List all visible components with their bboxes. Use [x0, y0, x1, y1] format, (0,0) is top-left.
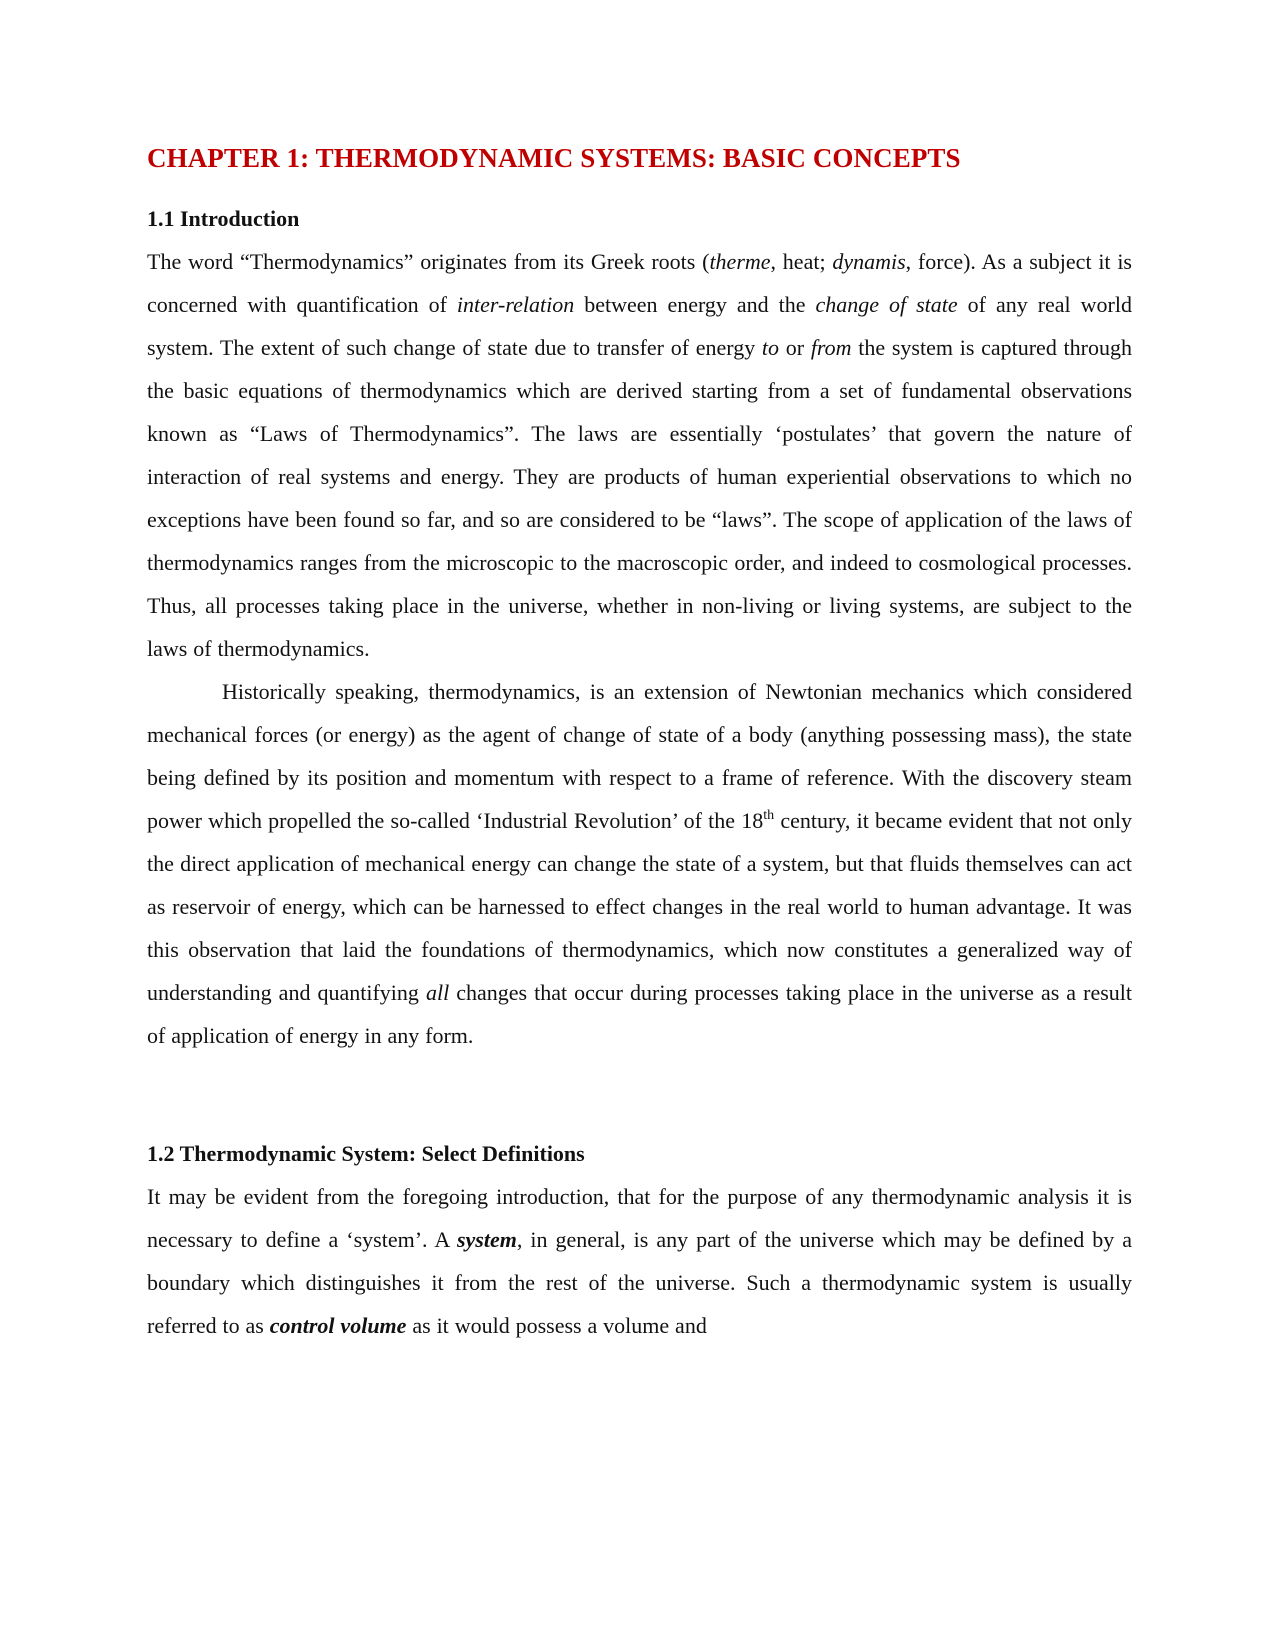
intro-paragraph-1 [147, 240, 1132, 670]
bold-italic-term-system: system [456, 1227, 517, 1252]
page-content [147, 140, 1132, 1347]
text-run: Historically speaking, thermodynamics, is an extension of Newtonian mechanics which considered mechanical forces (or energy) as the agent of change of state of a body (anything possessing mass), the state being defined by its position and momentum with respect to a frame of reference. With the discovery steam power which propelled the so-called ‘Industrial Revolution’ of the 18 [147, 679, 1132, 833]
section-heading-definitions: 1.2 Thermodynamic System: Select Definitions [147, 1141, 585, 1166]
text-run: the system is captured through the basic equations of thermodynamics which are derived starting from a set of fundamental observations known as “Laws of Thermodynamics”. The laws are essentially ‘postulates’ that govern the nature of interaction of real systems and energy. They are products of human experiential observations to which no exceptions have been found so far, and so are considered to be “laws”. The scope of application of the laws of thermodynamics ranges from the microscopic to the macroscopic order, and indeed to cosmological processes. Thus, all processes taking place in the universe, whether in non-living or living systems, are subject to the laws of thermodynamics. [147, 335, 1132, 661]
section-heading-introduction: 1.1 Introduction [147, 206, 300, 231]
chapter-title: CHAPTER 1: THERMODYNAMIC SYSTEMS: BASIC CONCEPTS [147, 143, 961, 173]
text-run: , in general, is any part of the universe which may be defined by a boundary which distinguishes it from the rest of the universe. Such a thermodynamic system is usually referred to as [147, 1227, 1132, 1338]
text-run: changes that occur during processes taking place in the universe as a result of application of energy in any form. [147, 980, 1132, 1048]
text-run: century, it became evident that not only the direct application of mechanical energy can change the state of a system, but that fluids themselves can act as reservoir of energy, which can be harnessed to effect changes in the real world to human advantage. It was this observation that laid the foundations of thermodynamics, which now constitutes a generalized way of understanding and quantifying [147, 808, 1132, 1005]
italic-term-therme: therme [709, 249, 771, 274]
text-run: or [779, 335, 811, 360]
text-run: The word “Thermodynamics” originates from its Greek roots ( [147, 249, 710, 274]
italic-term-from: from [810, 335, 852, 360]
bold-italic-term-control-volume: control volume [269, 1313, 407, 1338]
italic-term-inter-relation: inter-relation [456, 292, 575, 317]
italic-term-dynamis: dynamis [832, 249, 906, 274]
definitions-paragraph-1 [147, 1175, 1132, 1347]
text-run: , heat; [770, 249, 833, 274]
text-run: of any real world system. The extent of such change of state due to transfer of energy [147, 292, 1132, 360]
text-run: It may be evident from the foregoing introduction, that for the purpose of any thermodynamic analysis it is necessary to define a ‘system’. A [147, 1184, 1132, 1252]
text-run: , force). As a subject it is concerned with quantification of [147, 249, 1132, 317]
italic-term-to: to [761, 335, 780, 360]
text-run: between energy and the [574, 292, 816, 317]
intro-paragraph-2 [147, 670, 1132, 1057]
superscript-th: th [763, 808, 775, 823]
italic-term-change-of-state: change of state [815, 292, 958, 317]
italic-term-all: all [425, 980, 450, 1005]
text-run: as it would possess a volume and [406, 1313, 707, 1338]
